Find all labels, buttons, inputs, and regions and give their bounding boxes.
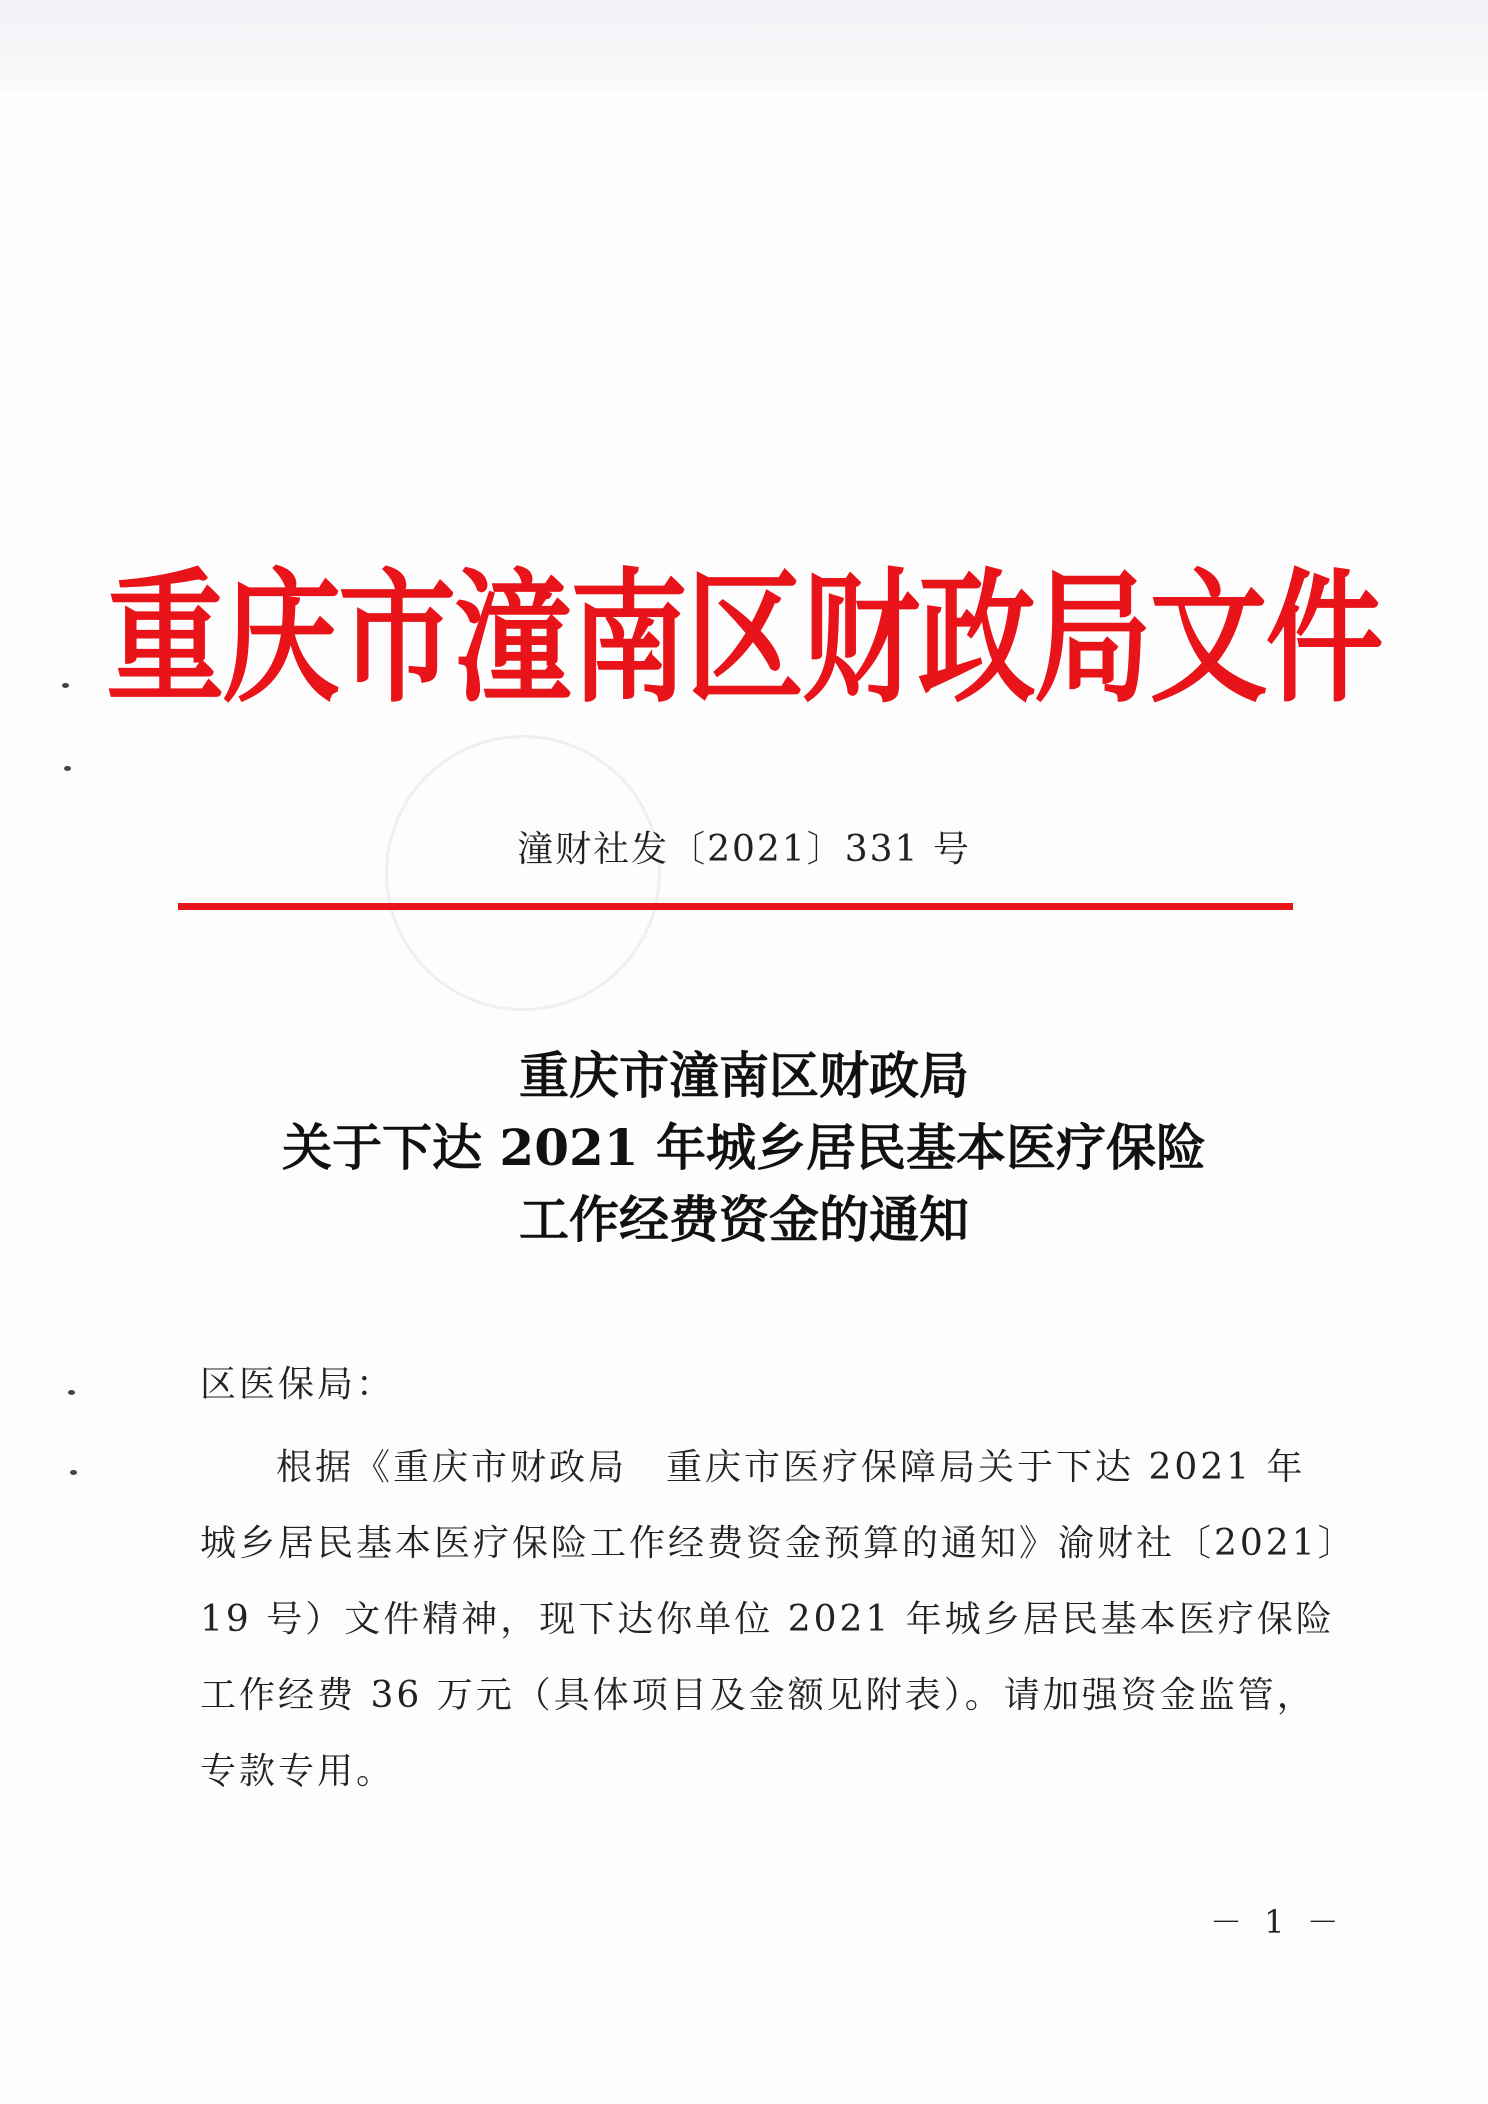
- scan-speck: [68, 1390, 75, 1395]
- scan-top-shading: [0, 0, 1488, 90]
- title-line-2: 关于下达 2021 年城乡居民基本医疗保险: [282, 1118, 1206, 1177]
- body-line-4: 工作经费 36 万元（具体项目及金额见附表）。请加强资金监管，: [200, 1675, 1316, 1716]
- document-masthead: 重庆市潼南区财政局文件: [106, 556, 1382, 723]
- red-divider-line: [178, 903, 1293, 910]
- body-line-3: 19 号）文件精神，现下达你单位 2021 年城乡居民基本医疗保险: [200, 1599, 1335, 1640]
- page-number: － 1 －: [1210, 1903, 1345, 1941]
- notice-body: [200, 1430, 1357, 1810]
- scan-speck: [64, 766, 71, 771]
- recipient-salutation: 区医保局：: [200, 1364, 396, 1405]
- scan-speck: [70, 1470, 77, 1475]
- notice-title: [0, 1040, 1488, 1256]
- body-line-5: 专款专用。: [200, 1751, 396, 1792]
- title-line-1: 重庆市潼南区财政局: [519, 1046, 969, 1105]
- body-line-1: 根据《重庆市财政局 重庆市医疗保障局关于下达 2021 年: [276, 1447, 1306, 1488]
- body-line-2: 城乡居民基本医疗保险工作经费资金预算的通知》渝财社〔2021〕: [200, 1523, 1357, 1564]
- title-line-3: 工作经费资金的通知: [519, 1190, 969, 1249]
- document-number: 潼财社发〔2021〕331 号: [517, 829, 971, 870]
